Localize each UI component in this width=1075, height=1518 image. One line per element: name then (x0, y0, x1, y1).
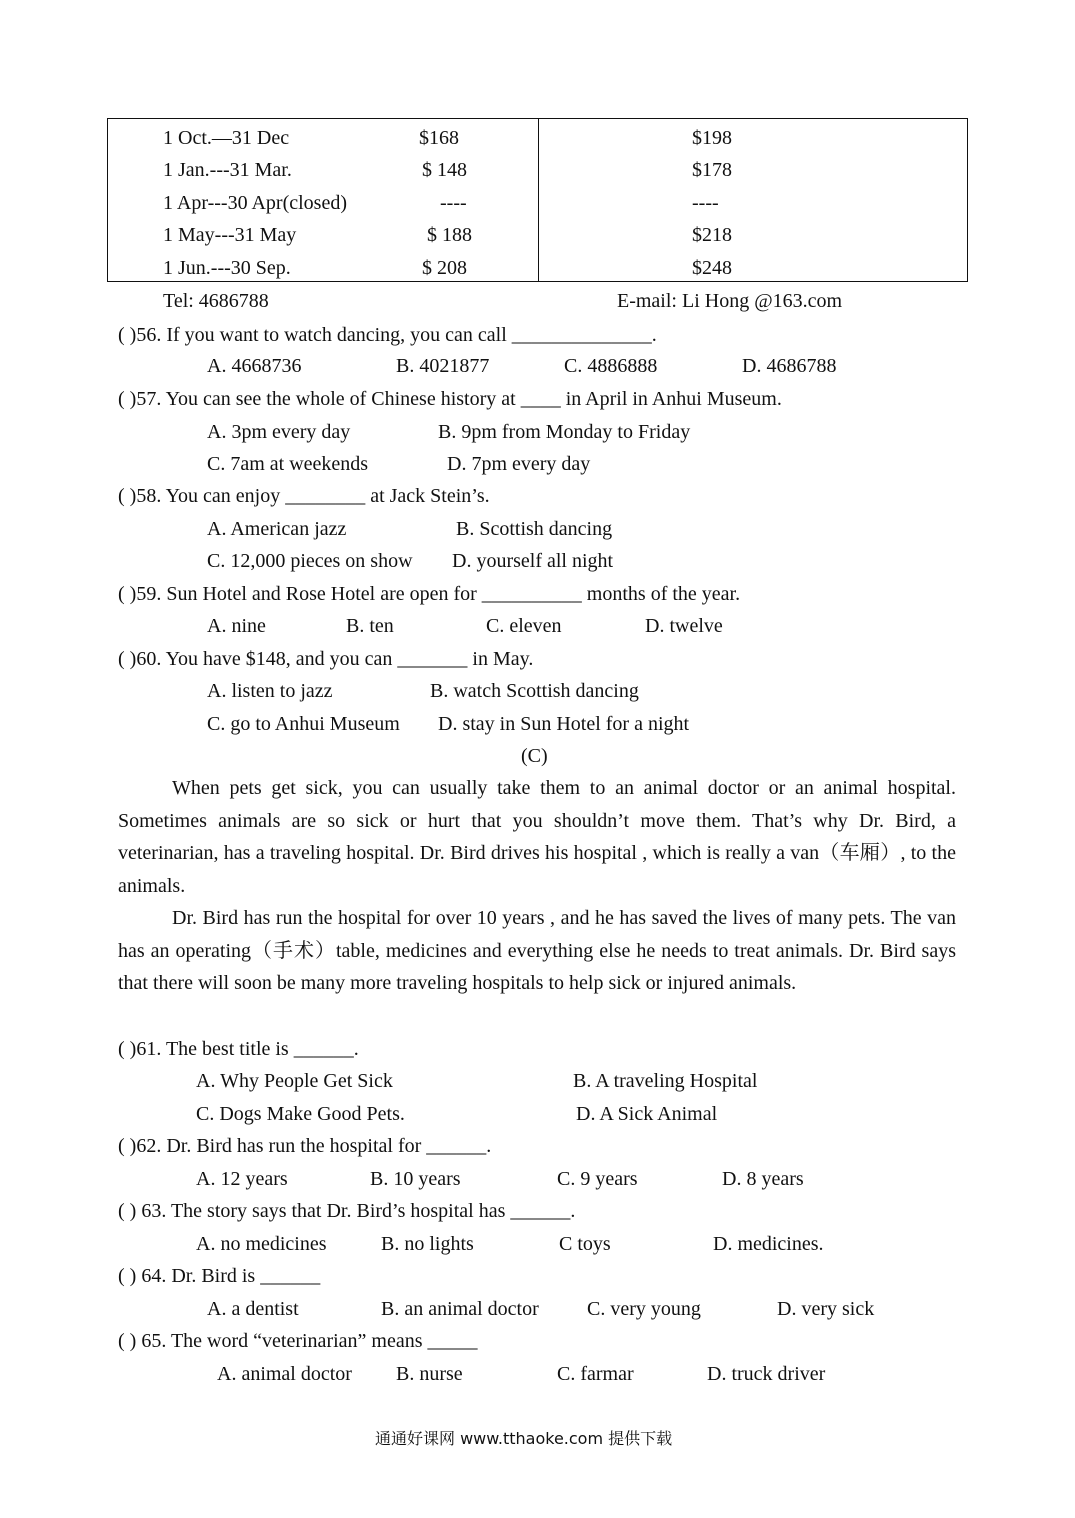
answer-option: A. Why People Get Sick (196, 1070, 393, 1092)
answer-option: D. medicines. (713, 1233, 824, 1255)
section-heading: (C) (521, 745, 548, 767)
question-stem: ( )57. You can see the whole of Chinese history at ____ in April in Anhui Museum. (118, 388, 782, 410)
passage-paragraph-text: Dr. Bird has run the hospital for over 10 years , and he has saved the lives of many pets. The van has an operating（手术）table, medicines and everything else he needs to treat animals. Dr. Bird says that there will soon be many more traveling hospitals to help sick or injured animals. (118, 907, 956, 994)
answer-option: A. 12 years (196, 1168, 288, 1190)
answer-option: D. stay in Sun Hotel for a night (438, 713, 690, 735)
question-stem: ( )56. If you want to watch dancing, you can call ______________. (118, 324, 657, 346)
table-row-sun-price: $ 208 (422, 257, 467, 279)
question-stem: ( )62. Dr. Bird has run the hospital for ______. (118, 1135, 492, 1157)
answer-option: D. 7pm every day (447, 453, 591, 475)
table-row-rose-price: $218 (692, 224, 732, 246)
question-stem: ( ) 65. The word “veterinarian” means _____ (118, 1330, 478, 1352)
table-row-sun-price: $ 148 (422, 159, 467, 181)
table-row-sun-price: $ 188 (427, 224, 472, 246)
answer-option: C. Dogs Make Good Pets. (196, 1103, 405, 1125)
table-row-rose-price: ---- (692, 192, 719, 214)
answer-option: A. nine (207, 615, 266, 637)
table-row-dates: 1 Jan.---31 Mar. (163, 159, 292, 181)
table-row-sun-price: ---- (440, 192, 467, 214)
answer-option: B. Scottish dancing (456, 518, 613, 540)
table-row-rose-price: $178 (692, 159, 732, 181)
question-stem: ( )61. The best title is ______. (118, 1038, 359, 1060)
answer-option: D. 8 years (722, 1168, 804, 1190)
answer-option: D. very sick (777, 1298, 875, 1320)
answer-option: B. 9pm from Monday to Friday (438, 421, 691, 443)
passage-paragraph (118, 902, 956, 1000)
answer-option: A. a dentist (207, 1298, 299, 1320)
answer-option: D. twelve (645, 615, 723, 637)
answer-option: B. 10 years (370, 1168, 461, 1190)
table-divider (538, 119, 539, 281)
answer-option: C. go to Anhui Museum (207, 713, 400, 735)
answer-option: A. 4668736 (207, 355, 302, 377)
answer-option: C. farmar (557, 1363, 634, 1385)
answer-option: A. no medicines (196, 1233, 327, 1255)
table-row-dates: 1 May---31 May (163, 224, 297, 246)
answer-option: B. watch Scottish dancing (430, 680, 639, 702)
table-row-rose-price: $248 (692, 257, 732, 279)
answer-option: C. very young (587, 1298, 701, 1320)
passage-paragraph-text: When pets get sick, you can usually take them to an animal doctor or an animal hospital. Sometimes animals are so sick or hurt that you shouldn’t move them. That’s why Dr. Bird, a veterinarian, has a traveling hospital. Dr. Bird drives his hospital , which is really a van（车厢）, to the animals. (118, 777, 956, 897)
answer-option: B. an animal doctor (381, 1298, 539, 1320)
answer-option: A. 3pm every day (207, 421, 351, 443)
contact-email: E-mail: Li Hong @163.com (617, 290, 843, 312)
answer-option: D. 4686788 (742, 355, 837, 377)
answer-option: C toys (559, 1233, 611, 1255)
answer-option: A. American jazz (207, 518, 347, 540)
answer-option: C. 7am at weekends (207, 453, 369, 475)
table-row-dates: 1 Oct.—31 Dec (163, 127, 290, 149)
answer-option: B. A traveling Hospital (573, 1070, 758, 1092)
answer-option: A. animal doctor (217, 1363, 352, 1385)
answer-option: B. no lights (381, 1233, 474, 1255)
answer-option: C. 12,000 pieces on show (207, 550, 413, 572)
question-stem: ( )60. You have $148, and you can _______ in May. (118, 648, 534, 670)
contact-tel: Tel: 4686788 (163, 290, 269, 312)
table-row-dates: 1 Jun.---30 Sep. (163, 257, 291, 279)
question-stem: ( )59. Sun Hotel and Rose Hotel are open for __________ months of the year. (118, 583, 741, 605)
answer-option: D. yourself all night (452, 550, 614, 572)
passage-paragraph (118, 772, 956, 902)
answer-option: B. nurse (396, 1363, 463, 1385)
question-stem: ( ) 64. Dr. Bird is ______ (118, 1265, 321, 1287)
question-stem: ( )58. You can enjoy ________ at Jack Stein’s. (118, 485, 490, 507)
answer-option: C. 4886888 (564, 355, 658, 377)
answer-option: D. A Sick Animal (576, 1103, 718, 1125)
answer-option: C. 9 years (557, 1168, 638, 1190)
answer-option: D. truck driver (707, 1363, 826, 1385)
answer-option: A. listen to jazz (207, 680, 333, 702)
footer-text: 通通好课网 www.tthaoke.com 提供下载 (375, 1429, 673, 1448)
table-row-dates: 1 Apr---30 Apr(closed) (163, 192, 347, 214)
answer-option: B. 4021877 (396, 355, 490, 377)
table-row-rose-price: $198 (692, 127, 732, 149)
answer-option: B. ten (346, 615, 394, 637)
table-row-sun-price: $168 (419, 127, 459, 149)
question-stem: ( ) 63. The story says that Dr. Bird’s hospital has ______. (118, 1200, 576, 1222)
answer-option: C. eleven (486, 615, 562, 637)
